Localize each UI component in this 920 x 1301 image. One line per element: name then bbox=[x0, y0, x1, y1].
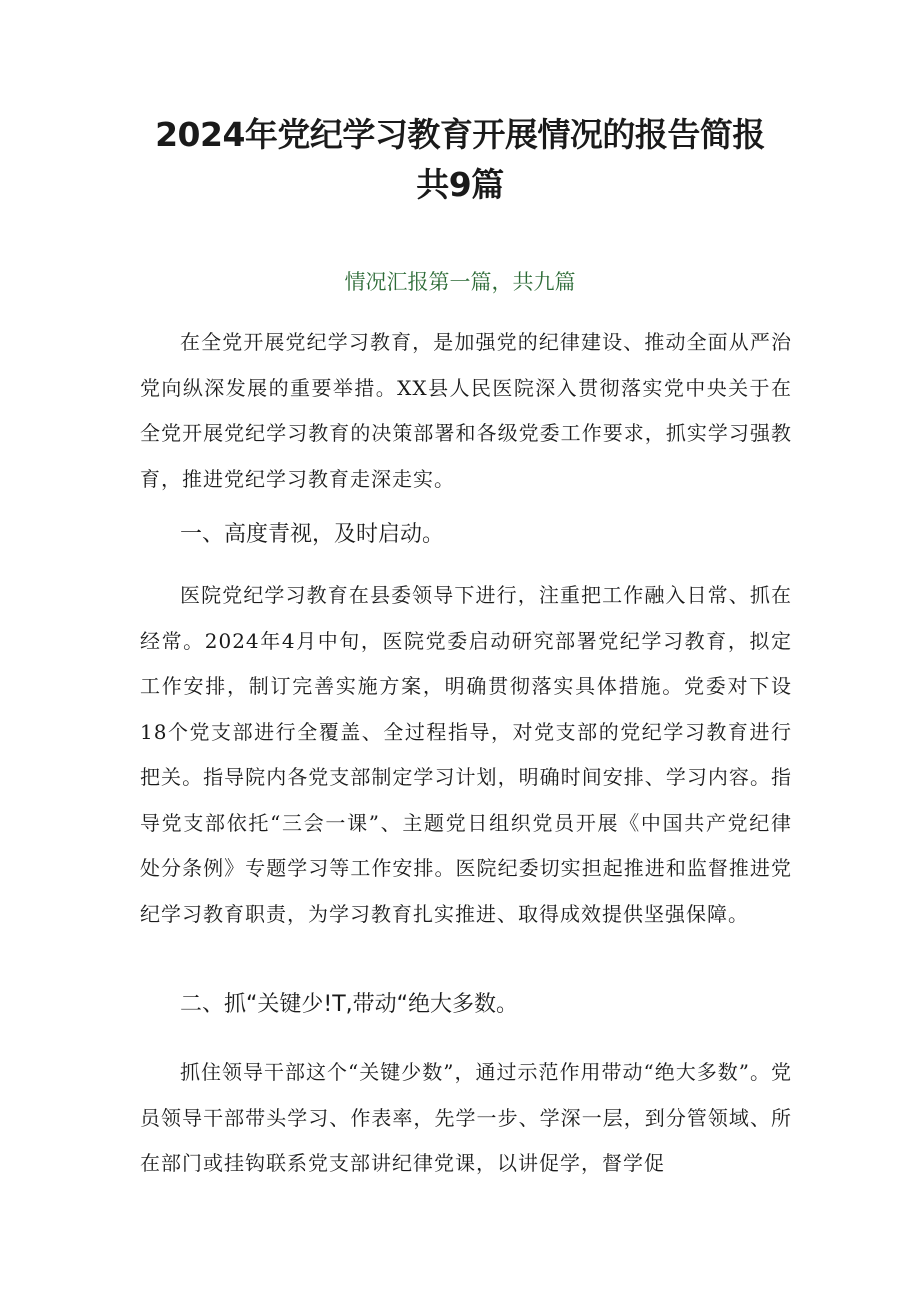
section-2-paragraph: 抓住领导干部这个“关键少数”，通过示范作用带动“绝大多数”。党员领导干部带头学习、作表率，先学一步、学深一层，到分管领域、所在部门或挂钩联系党支部讲纪律党课，以讲促学，督学促 bbox=[140, 1060, 792, 1175]
title-line-1: 2024年党纪学习教育开展情况的报告简报 bbox=[155, 115, 765, 154]
document-title bbox=[120, 110, 800, 210]
intro-paragraph: 在全党开展党纪学习教育，是加强党的纪律建设、推动全面从严治党向纵深发展的重要举措。XX县人民医院深入贯彻落实党中央关于在全党开展党纪学习教育的决策部署和各级党委工作要求，抓实学习强教育，推进党纪学习教育走深走实。 bbox=[140, 330, 792, 491]
section-subtitle: 情况汇报第一篇，共九篇 bbox=[344, 270, 576, 294]
section-heading-1: 一、高度青视，及时启动。 bbox=[180, 522, 445, 547]
title-line-2: 共9篇 bbox=[416, 165, 504, 204]
section-1-paragraph: 医院党纪学习教育在县委领导下进行，注重把工作融入日常、抓在经常。2024年4月中旬，医院党委启动研究部署党纪学习教育，拟定工作安排，制订完善实施方案，明确贯彻落实具体措施。党委对下设18个党支部进行全覆盖、全过程指导，对党支部的党纪学习教育进行把关。指导院内各党支部制定学习计划，明确时间安排、学习内容。指导党支部依托“三会一课”、主题党日组织党员开展《中国共产党纪律处分条例》专题学习等工作安排。医院纪委切实担起推进和监督推进党纪学习教育职责，为学习教育扎实推进、取得成效提供坚强保障。 bbox=[140, 583, 792, 926]
section-heading-2: 二、抓“关键少!T,带动“绝大多数。 bbox=[180, 992, 519, 1017]
